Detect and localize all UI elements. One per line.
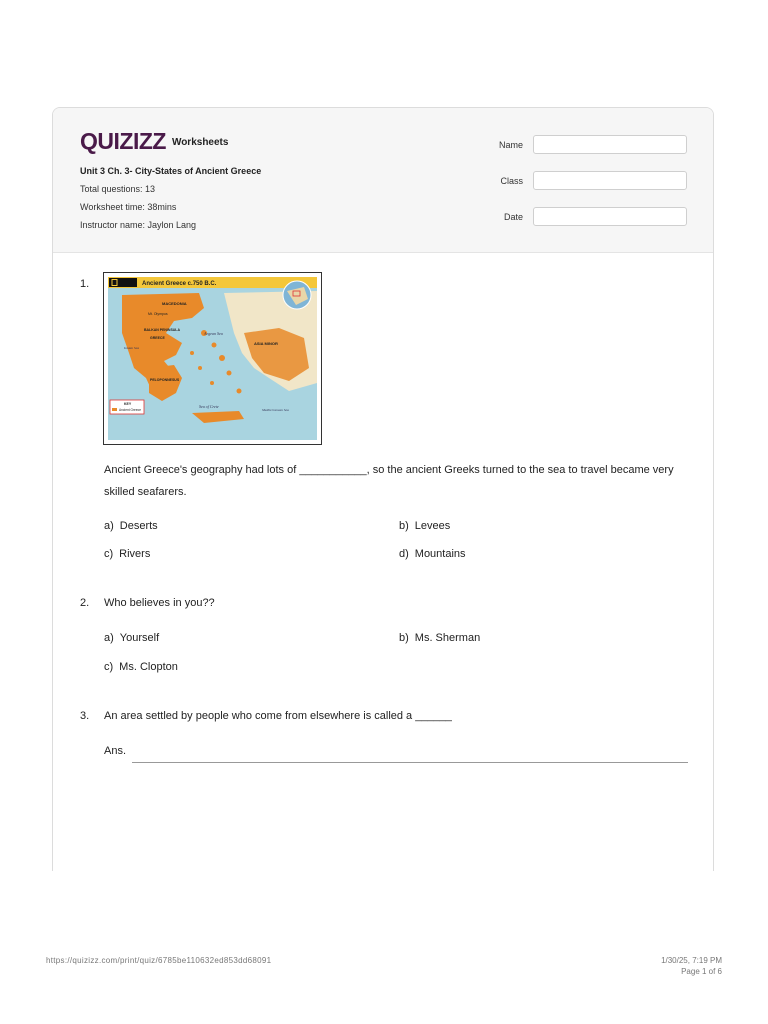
map-image: [104, 273, 321, 444]
map-title: Ancient Greece c.750 B.C.: [142, 281, 217, 287]
footer-page-number: Page 1 of 6: [681, 967, 722, 976]
question-1-number: 1.: [80, 278, 90, 290]
question-3-text: An area settled by people who come from elsewhere is called a ______: [104, 710, 452, 722]
svg-text:ASIA MINOR: ASIA MINOR: [254, 341, 278, 346]
svg-text:Mediterranean Sea: Mediterranean Sea: [262, 408, 289, 412]
svg-text:PELOPONNESUS: PELOPONNESUS: [150, 378, 180, 382]
q2-option-a[interactable]: a) Yourself: [104, 632, 160, 644]
svg-text:Aegean Sea: Aegean Sea: [204, 331, 223, 336]
q1-option-b[interactable]: b) Levees: [399, 520, 451, 532]
quizizz-logo-text: QUIZIZZ: [80, 128, 166, 154]
svg-text:Ancient Greece: Ancient Greece: [119, 408, 141, 412]
brand-logo: [80, 128, 228, 155]
name-field[interactable]: [533, 135, 687, 154]
question-3-number: 3.: [80, 710, 90, 722]
footer-info: [661, 955, 722, 977]
answer-label: Ans.: [104, 745, 127, 757]
svg-text:GREECE: GREECE: [150, 336, 165, 340]
question-1-text: Ancient Greece's geography had lots of ___________, so the ancient Greeks turned to the sea to travel became very skilled seafarers.: [104, 464, 674, 498]
svg-text:Sea of Crete: Sea of Crete: [199, 404, 219, 409]
q1-option-c[interactable]: c) Rivers: [104, 548, 151, 560]
worksheet-time: Worksheet time: 38mins: [80, 202, 177, 212]
q2-option-b[interactable]: b) Ms. Sherman: [399, 632, 481, 644]
answer-line[interactable]: [132, 762, 688, 763]
svg-text:Mt. Olympus: Mt. Olympus: [148, 312, 168, 316]
footer-url: https://quizizz.com/print/quiz/6785be110632ed853dd68091: [46, 956, 272, 965]
worksheet-card: [52, 107, 714, 871]
name-label: Name: [498, 140, 523, 150]
svg-text:MACEDONIA: MACEDONIA: [162, 301, 187, 306]
class-label: Class: [500, 176, 523, 186]
footer-datetime: 1/30/25, 7:19 PM: [661, 956, 722, 965]
svg-text:Ionian Sea: Ionian Sea: [124, 346, 140, 350]
svg-text:BALKAN PENINSULA: BALKAN PENINSULA: [144, 328, 180, 332]
question-2-number: 2.: [80, 597, 90, 609]
worksheet-header: [53, 108, 713, 253]
question-2-text: Who believes in you??: [104, 597, 215, 609]
svg-text:KEY: KEY: [124, 402, 132, 406]
date-field[interactable]: [533, 207, 687, 226]
instructor-name: Instructor name: Jaylon Lang: [80, 220, 197, 230]
date-label: Date: [503, 212, 523, 222]
ancient-greece-map: [103, 272, 322, 445]
q1-option-a[interactable]: a) Deserts: [104, 520, 158, 532]
total-questions: Total questions: 13: [80, 184, 156, 194]
logo-subtitle: Worksheets: [171, 137, 229, 148]
worksheet-title: Unit 3 Ch. 3- City-States of Ancient Greece: [80, 166, 262, 176]
q1-option-d[interactable]: d) Mountains: [399, 548, 466, 560]
q2-option-c[interactable]: c) Ms. Clopton: [104, 661, 178, 673]
class-field[interactable]: [533, 171, 687, 190]
